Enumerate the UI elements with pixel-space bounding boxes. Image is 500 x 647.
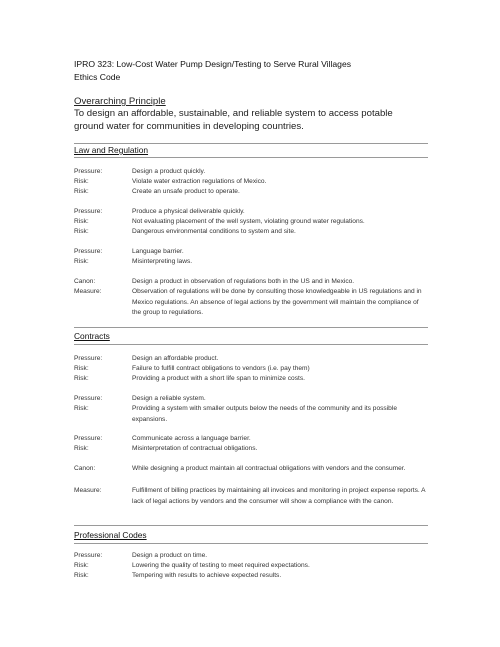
row-label: Canon: xyxy=(74,465,96,472)
row-label: Measure: xyxy=(74,288,102,295)
row-label: Risk: xyxy=(74,405,89,412)
row-label: Risk: xyxy=(74,365,89,372)
row-label: Risk: xyxy=(74,178,89,185)
row-text: Not evaluating placement of the well system, violating ground water regulations. xyxy=(132,218,365,225)
row-label: Pressure: xyxy=(74,208,103,215)
row-label: Risk: xyxy=(74,445,89,452)
row-text: Lowering the quality of testing to meet required expectations. xyxy=(132,562,310,569)
section-divider xyxy=(74,327,428,328)
row-label: Pressure: xyxy=(74,355,103,362)
document-title-line-2: Ethics Code xyxy=(74,71,121,82)
row-label: Risk: xyxy=(74,562,89,569)
principle-heading: Overarching Principle xyxy=(74,96,166,107)
row-text: Misinterpretation of contractual obligations. xyxy=(132,445,258,452)
row-text: Failure to fulfill contract obligations to vendors (i.e. pay them) xyxy=(132,365,310,372)
row-label: Risk: xyxy=(74,228,89,235)
row-text: Fulfillment of billing practices by maintaining all invoices and monitoring in project expense reports. A lack of legal actions by vendors and the consumer will show a compliance with the canon. xyxy=(132,487,426,505)
row-label: Risk: xyxy=(74,258,89,265)
row-text: Observation of regulations will be done by consulting those knowledgeable in US regulations and in Mexico regulations. An absence of legal actions by the government will maintain the compliance of the group to regulations. xyxy=(132,288,422,316)
section-divider xyxy=(74,143,428,144)
row-label: Risk: xyxy=(74,375,89,382)
row-text: Communicate across a language barrier. xyxy=(132,435,251,442)
section-heading-contracts: Contracts xyxy=(74,331,110,341)
row-text: Misinterpreting laws. xyxy=(132,258,193,265)
row-text: Dangerous environmental conditions to system and site. xyxy=(132,228,296,235)
row-label: Pressure: xyxy=(74,395,103,402)
row-label: Risk: xyxy=(74,572,89,579)
row-text: Design a product in observation of regulations both in the US and in Mexico. xyxy=(132,278,355,285)
section-heading-professional-codes: Professional Codes xyxy=(74,530,147,540)
row-label: Risk: xyxy=(74,188,89,195)
row-label: Canon: xyxy=(74,278,96,285)
row-text: Language barrier. xyxy=(132,248,184,255)
row-label: Pressure: xyxy=(74,168,103,175)
section-heading-law-and-regulation: Law and Regulation xyxy=(74,145,149,155)
row-text: Providing a system with smaller outputs below the needs of the community and its possible expansions. xyxy=(132,405,397,423)
section-divider xyxy=(74,525,428,526)
row-text: Design a product on time. xyxy=(132,552,208,559)
row-text: Violate water extraction regulations of Mexico. xyxy=(132,178,267,185)
row-text: Tempering with results to achieve expected results. xyxy=(132,572,282,579)
row-label: Pressure: xyxy=(74,248,103,255)
row-text: Produce a physical deliverable quickly. xyxy=(132,208,245,215)
section-divider xyxy=(74,157,428,158)
row-label: Pressure: xyxy=(74,552,103,559)
row-label: Measure: xyxy=(74,487,102,494)
row-label: Pressure: xyxy=(74,435,103,442)
document-title xyxy=(74,58,351,83)
row-text: Providing a product with a short life span to minimize costs. xyxy=(132,375,305,382)
section-divider xyxy=(74,543,428,544)
row-text: Design a reliable system. xyxy=(132,395,206,402)
row-text: Design a product quickly. xyxy=(132,168,206,175)
row-text: Design an affordable product. xyxy=(132,355,219,362)
document-title-line-1: IPRO 323: Low-Cost Water Pump Design/Testing to Serve Rural Villages xyxy=(74,59,352,69)
principle-text: To design an affordable, sustainable, and reliable system to access potable ground water for communities in developing countries. xyxy=(74,108,393,132)
section-divider xyxy=(74,344,428,345)
row-text: Create an unsafe product to operate. xyxy=(132,188,240,195)
row-text: While designing a product maintain all contractual obligations with vendors and the consumer. xyxy=(132,465,406,472)
row-label: Risk: xyxy=(74,218,89,225)
